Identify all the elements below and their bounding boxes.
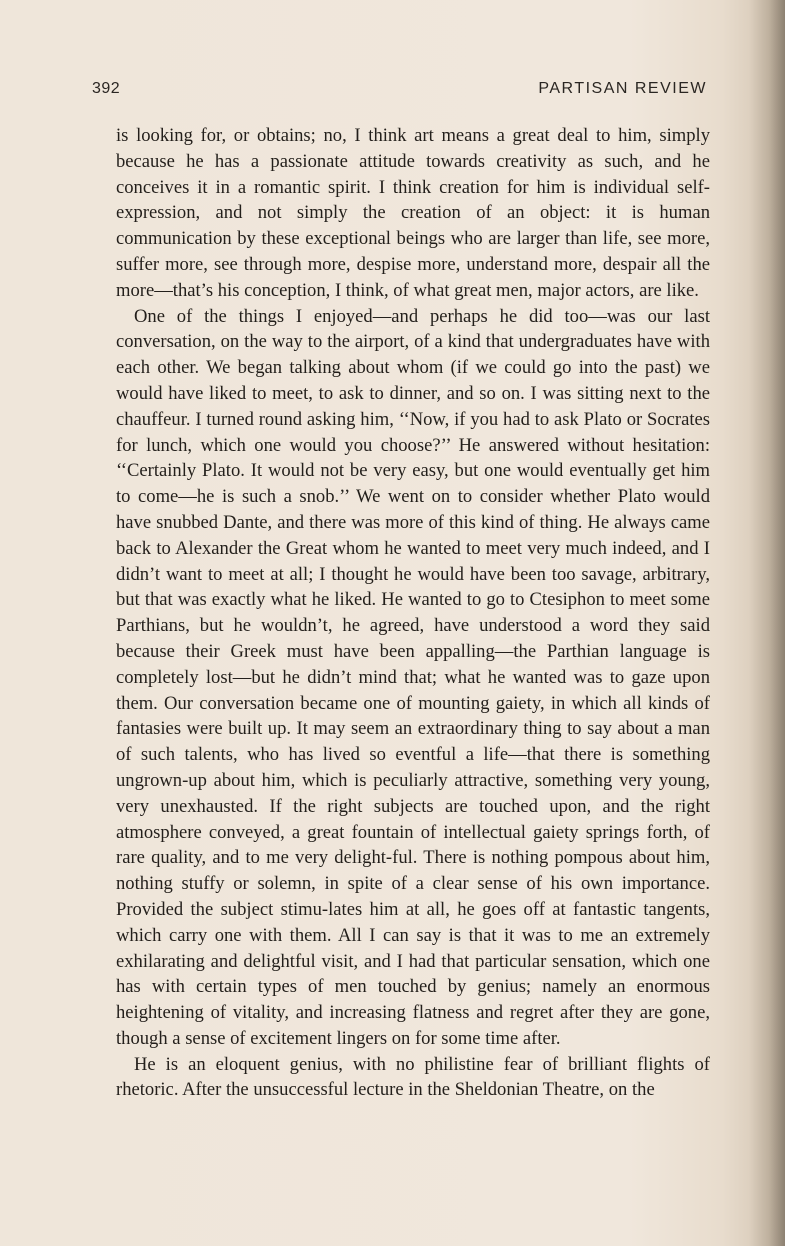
paragraph-2: One of the things I enjoyed—and perhaps he did too—was our last conversation, on the way to the airport, of a kind that undergraduates have with each other. We began talking about whom (if we could go into the past) we would have liked to meet, to ask to dinner, and so on. I was sitting next to the chauffeur. I turned round asking him, ‘‘Now, if you had to ask Plato or Socrates for lunch, which one would you choose?’’ He answered without hesitation: ‘‘Certainly Plato. It would not be very easy, but one would eventually get him to come—he is such a snob.’’ We went on to consider whether Plato would have snubbed Dante, and there was more of this kind of thing. He always came back to Alexander the Great whom he wanted to meet very much indeed, and I didn’t want to meet at all; I thought he would have been too savage, arbitrary, but that was exactly what he liked. He wanted to go to Ctesiphon to meet some Parthians, but he wouldn’t, he agreed, have understood a word they said because their Greek must have been appalling—the Parthian language is completely lost—but he didn’t mind that; what he wanted was to gaze upon them. Our conversation became one of mounting gaiety, in which all kinds of fantasies were built up. It may seem an extraordinary thing to say about a man of such talents, who has lived so eventful a life—that there is something ungrown-up about him, which is peculiarly attractive, something very young, very unexhausted. If the right subjects are touched upon, and the right atmosphere conveyed, a great fountain of intellectual gaiety springs forth, of rare quality, and to me very delight-ful. There is nothing pompous about him, nothing stuffy or solemn, in spite of a clear sense of his own importance. Provided the subject stimu-lates him at all, he goes off at fantastic tangents, which carry one with them. All I can say is that it was to me an extremely exhilarating and delightful visit, and I had that particular sensation, which one has with certain types of men touched by genius; namely an enormous heightening of vitality, and increasing flatness and regret after they are gone, though a sense of excitement lingers on for some time after. — [116, 305, 710, 1049]
running-head: PARTISAN REVIEW — [538, 80, 707, 97]
page-edge-shadow — [749, 0, 785, 1246]
page-header — [92, 80, 707, 102]
paragraph-3: He is an eloquent genius, with no philistine fear of brilliant flights of rhetoric. After the unsuccessful lecture in the Sheldonian Theatre, on the — [116, 1053, 710, 1101]
body-text — [116, 123, 710, 1103]
paragraph-1: is looking for, or obtains; no, I think art means a great deal to him, simply because he has a passionate attitude towards creativity as such, and he conceives it in a romantic spirit. I think creation for him is individual self-expression, and not simply the creation of an object: it is human communication by these exceptional beings who are larger than life, see more, suffer more, see through more, despise more, understand more, despair all the more—that’s his conception, I think, of what great men, major actors, are like. — [116, 125, 710, 301]
page-number: 392 — [92, 80, 121, 97]
